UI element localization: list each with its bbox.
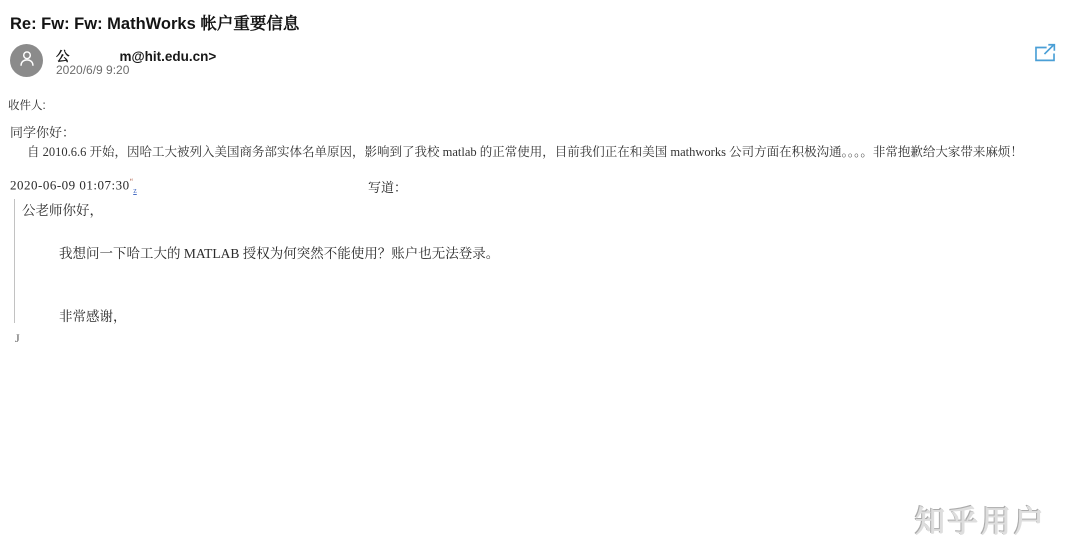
body-paragraph: 自 2010.6.6 开始，因哈工大被列入美国商务部实体名单原因，影响到了我校 matlab 的正常使用，目前我们正在和美国 mathworks 公司方面在积极沟通。。。。非常抱歉给大家带来麻烦！ xyxy=(27,145,1023,159)
avatar[interactable] xyxy=(10,44,43,77)
quote-header-line xyxy=(10,177,1010,195)
sender-line xyxy=(56,45,216,65)
redacted-email-link[interactable]: z xyxy=(133,185,137,195)
zhihu-user-watermark: 知乎用户 xyxy=(915,506,1047,539)
quoted-message-block xyxy=(14,199,974,323)
email-subject: Re: Fw: Fw: MathWorks 帐户重要信息 xyxy=(10,15,300,33)
person-icon xyxy=(16,47,38,74)
wrote-label: 写道： xyxy=(368,180,408,195)
quote-thanks: 非常感谢， xyxy=(59,309,127,324)
open-in-new-window-icon xyxy=(1034,51,1056,66)
quote-timestamp: 2020-06-09 01:07:30 xyxy=(10,177,130,193)
sender-name[interactable]: 公 xyxy=(56,49,70,64)
sent-date: 2020/6/9 9:20 xyxy=(56,63,130,77)
open-in-new-window-button[interactable] xyxy=(1034,43,1056,63)
sender-email[interactable]: m@hit.edu.cn> xyxy=(119,49,217,64)
redacted-link-mark: “ xyxy=(129,177,134,186)
body-greeting: 同学你好： xyxy=(10,125,76,140)
quote-greeting: 公老师你好， xyxy=(22,203,103,218)
quote-question: 我想问一下哈工大的 MATLAB 授权为何突然不能使用？账户也无法登录。 xyxy=(59,246,500,261)
stray-signature-mark: J xyxy=(15,331,20,345)
to-recipient-label: 收件人: xyxy=(8,100,46,112)
